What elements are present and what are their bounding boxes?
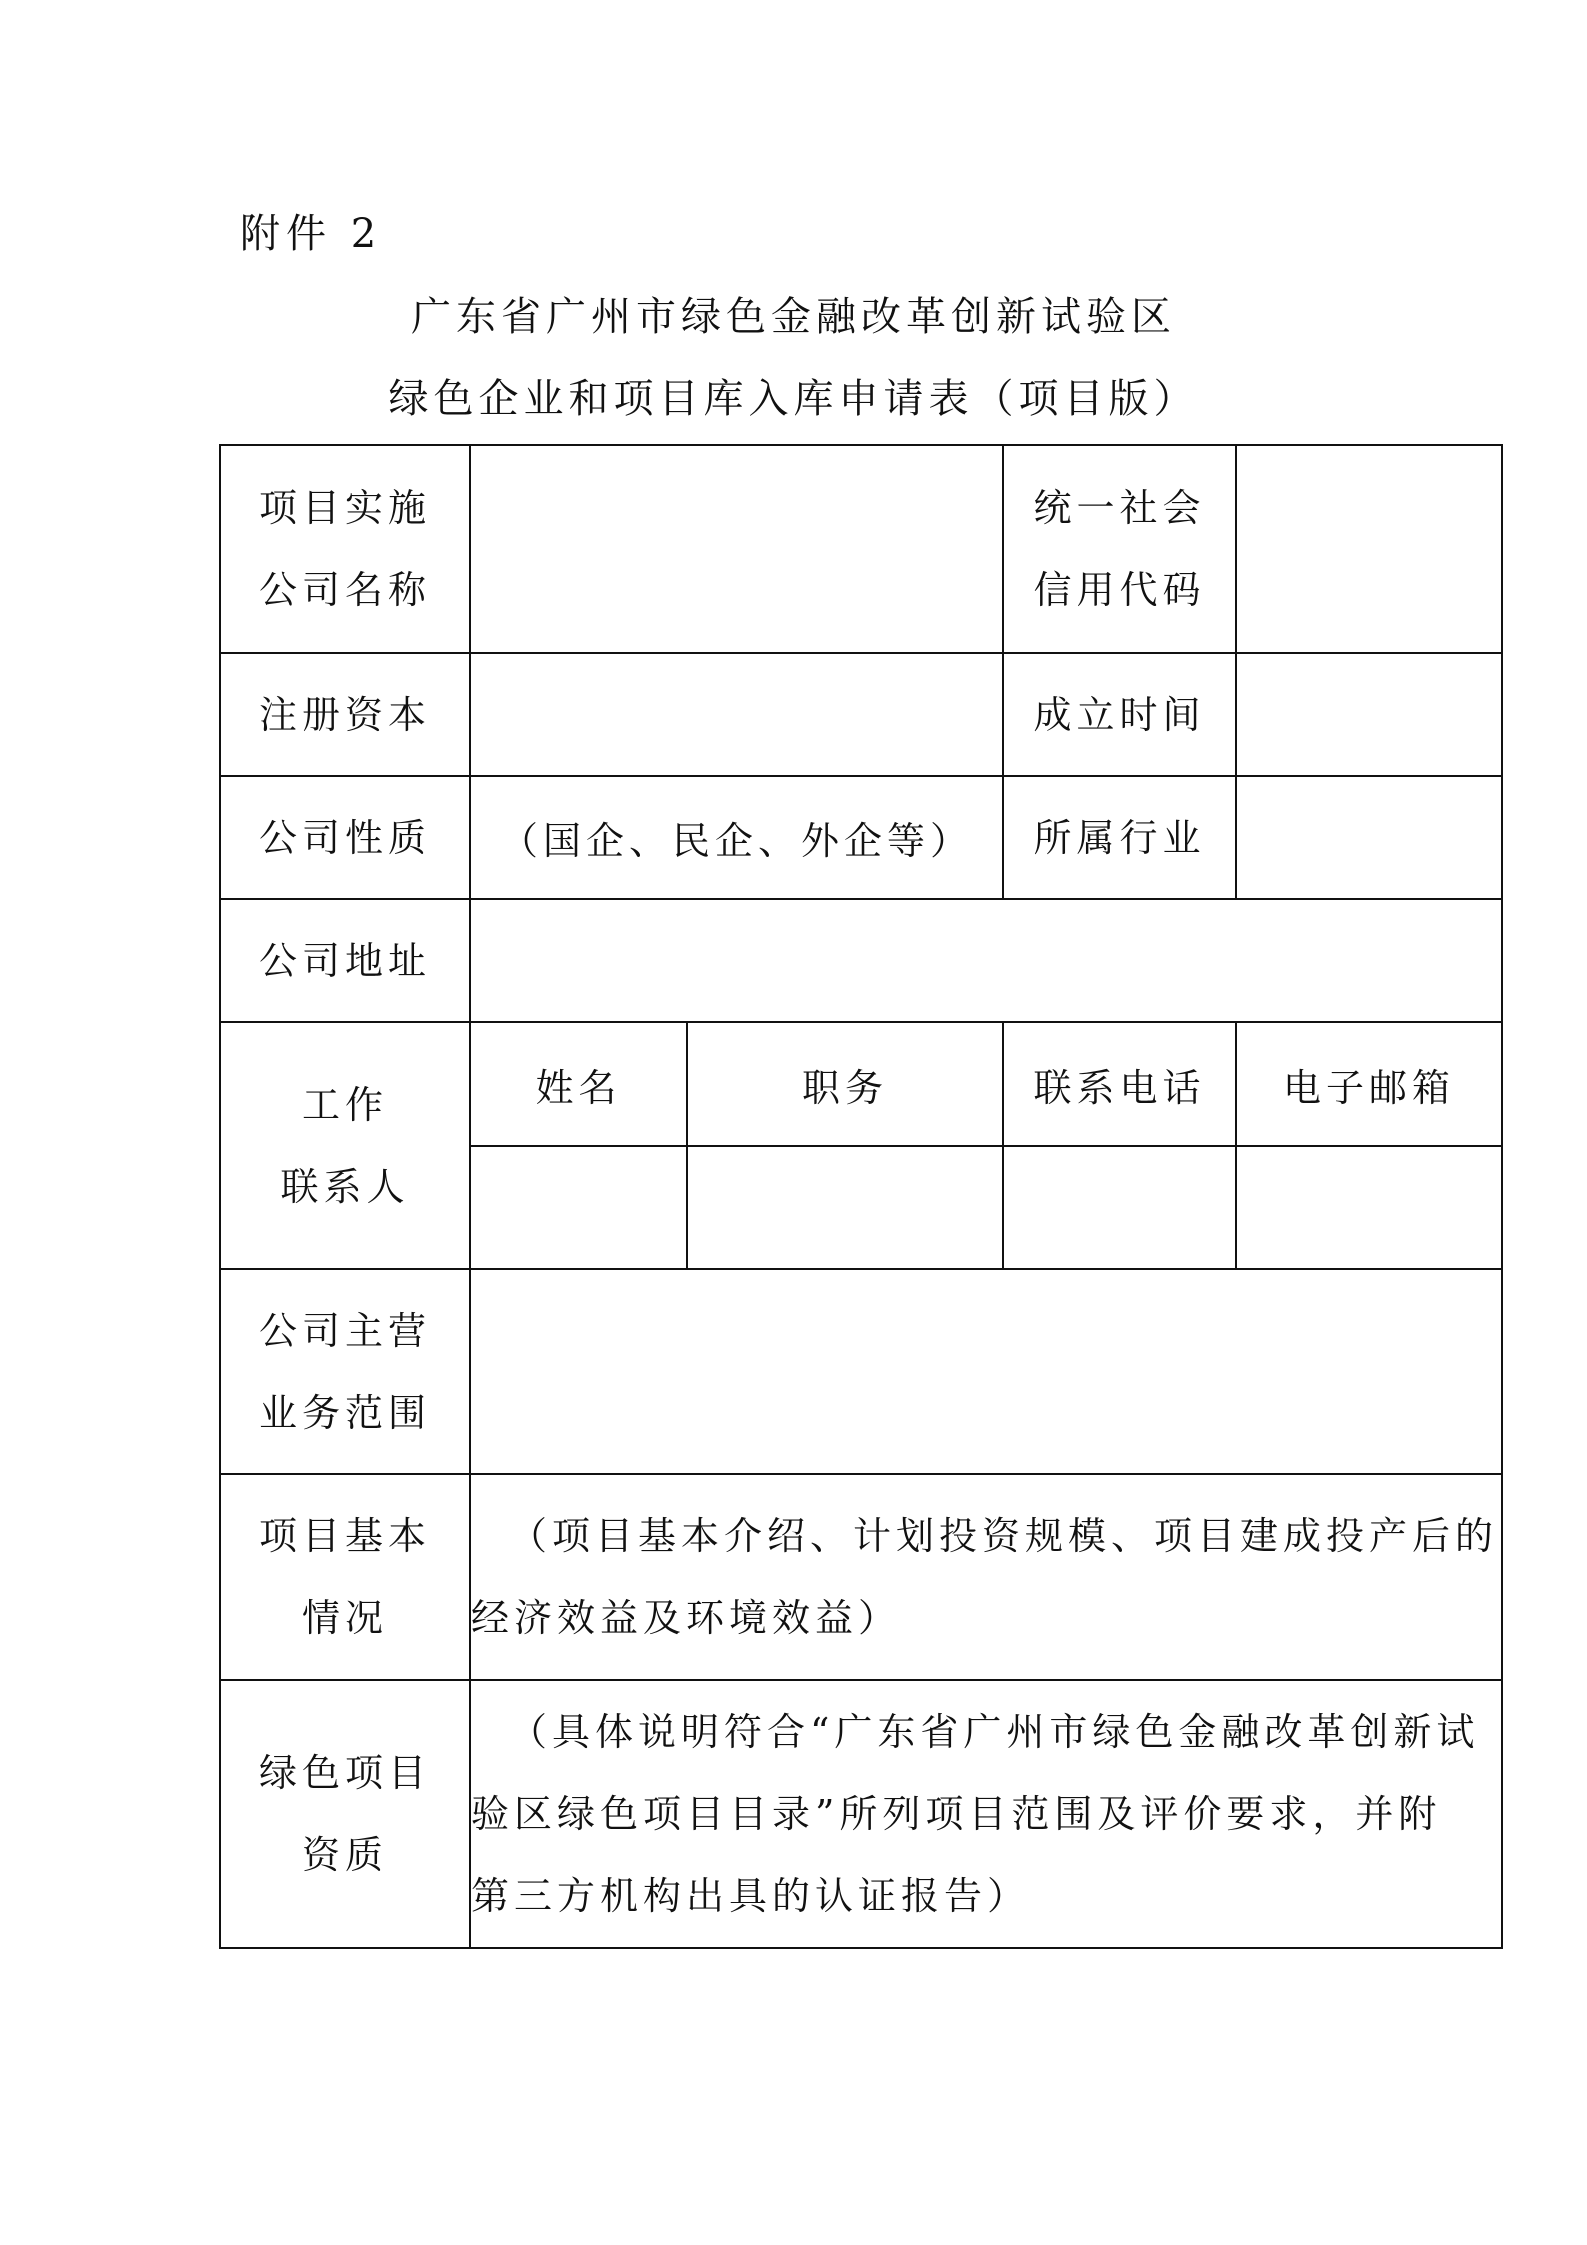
row-company-name: [220, 445, 1502, 653]
contact-label: 工作 联系人: [220, 1022, 470, 1269]
business-scope-label: 公司主营 业务范围: [220, 1269, 470, 1474]
business-scope-field[interactable]: [470, 1269, 1502, 1474]
row-green-qualification: [220, 1680, 1502, 1948]
company-name-label: 项目实施 公司名称: [220, 445, 470, 653]
company-name-field[interactable]: [470, 445, 1003, 653]
credit-code-label: 统一社会 信用代码: [1003, 445, 1236, 653]
registered-capital-field[interactable]: [470, 653, 1003, 776]
company-nature-field[interactable]: （国企、民企、外企等）: [470, 776, 1003, 899]
address-field[interactable]: [470, 899, 1502, 1022]
contact-phone-field[interactable]: [1003, 1146, 1236, 1269]
row-company-nature: [220, 776, 1502, 899]
company-nature-label: 公司性质: [220, 776, 470, 899]
project-basic-label: 项目基本 情况: [220, 1474, 470, 1680]
registered-capital-label: 注册资本: [220, 653, 470, 776]
project-basic-hint-line-1: （项目基本介绍、计划投资规模、项目建成投产后的: [509, 1514, 1499, 1558]
application-form-table: [219, 444, 1503, 1949]
industry-label: 所属行业: [1003, 776, 1236, 899]
form-title-line-2: 绿色企业和项目库入库申请表（项目版）: [388, 376, 1199, 422]
industry-field[interactable]: [1236, 776, 1502, 899]
contact-header-email: 电子邮箱: [1236, 1022, 1502, 1146]
green-qualification-hint-line-3: 第三方机构出具的认证报告）: [471, 1874, 1031, 1918]
green-qualification-hint-line-1: （具体说明符合“广东省广州市绿色金融改革创新试: [509, 1710, 1480, 1754]
established-label: 成立时间: [1003, 653, 1236, 776]
contact-email-field[interactable]: [1236, 1146, 1502, 1269]
address-label: 公司地址: [220, 899, 470, 1022]
row-contact-headers: [220, 1022, 1502, 1146]
row-project-basic: [220, 1474, 1502, 1680]
contact-position-field[interactable]: [687, 1146, 1003, 1269]
green-qualification-label: 绿色项目 资质: [220, 1680, 470, 1948]
green-qualification-field[interactable]: [470, 1680, 1502, 1948]
row-address: [220, 899, 1502, 1022]
project-basic-hint-line-2: 经济效益及环境效益）: [471, 1596, 902, 1640]
contact-name-field[interactable]: [470, 1146, 687, 1269]
project-basic-field[interactable]: [470, 1474, 1502, 1680]
contact-header-name: 姓名: [470, 1022, 687, 1146]
form-title-line-1: 广东省广州市绿色金融改革创新试验区: [411, 294, 1176, 340]
contact-header-position: 职务: [687, 1022, 1003, 1146]
attachment-label: 附件 2: [240, 211, 383, 257]
credit-code-field[interactable]: [1236, 445, 1502, 653]
green-qualification-hint-line-2: 验区绿色项目目录”所列项目范围及评价要求，并附: [471, 1792, 1442, 1836]
established-field[interactable]: [1236, 653, 1502, 776]
row-registered-capital: [220, 653, 1502, 776]
row-business-scope: [220, 1269, 1502, 1474]
contact-header-phone: 联系电话: [1003, 1022, 1236, 1146]
